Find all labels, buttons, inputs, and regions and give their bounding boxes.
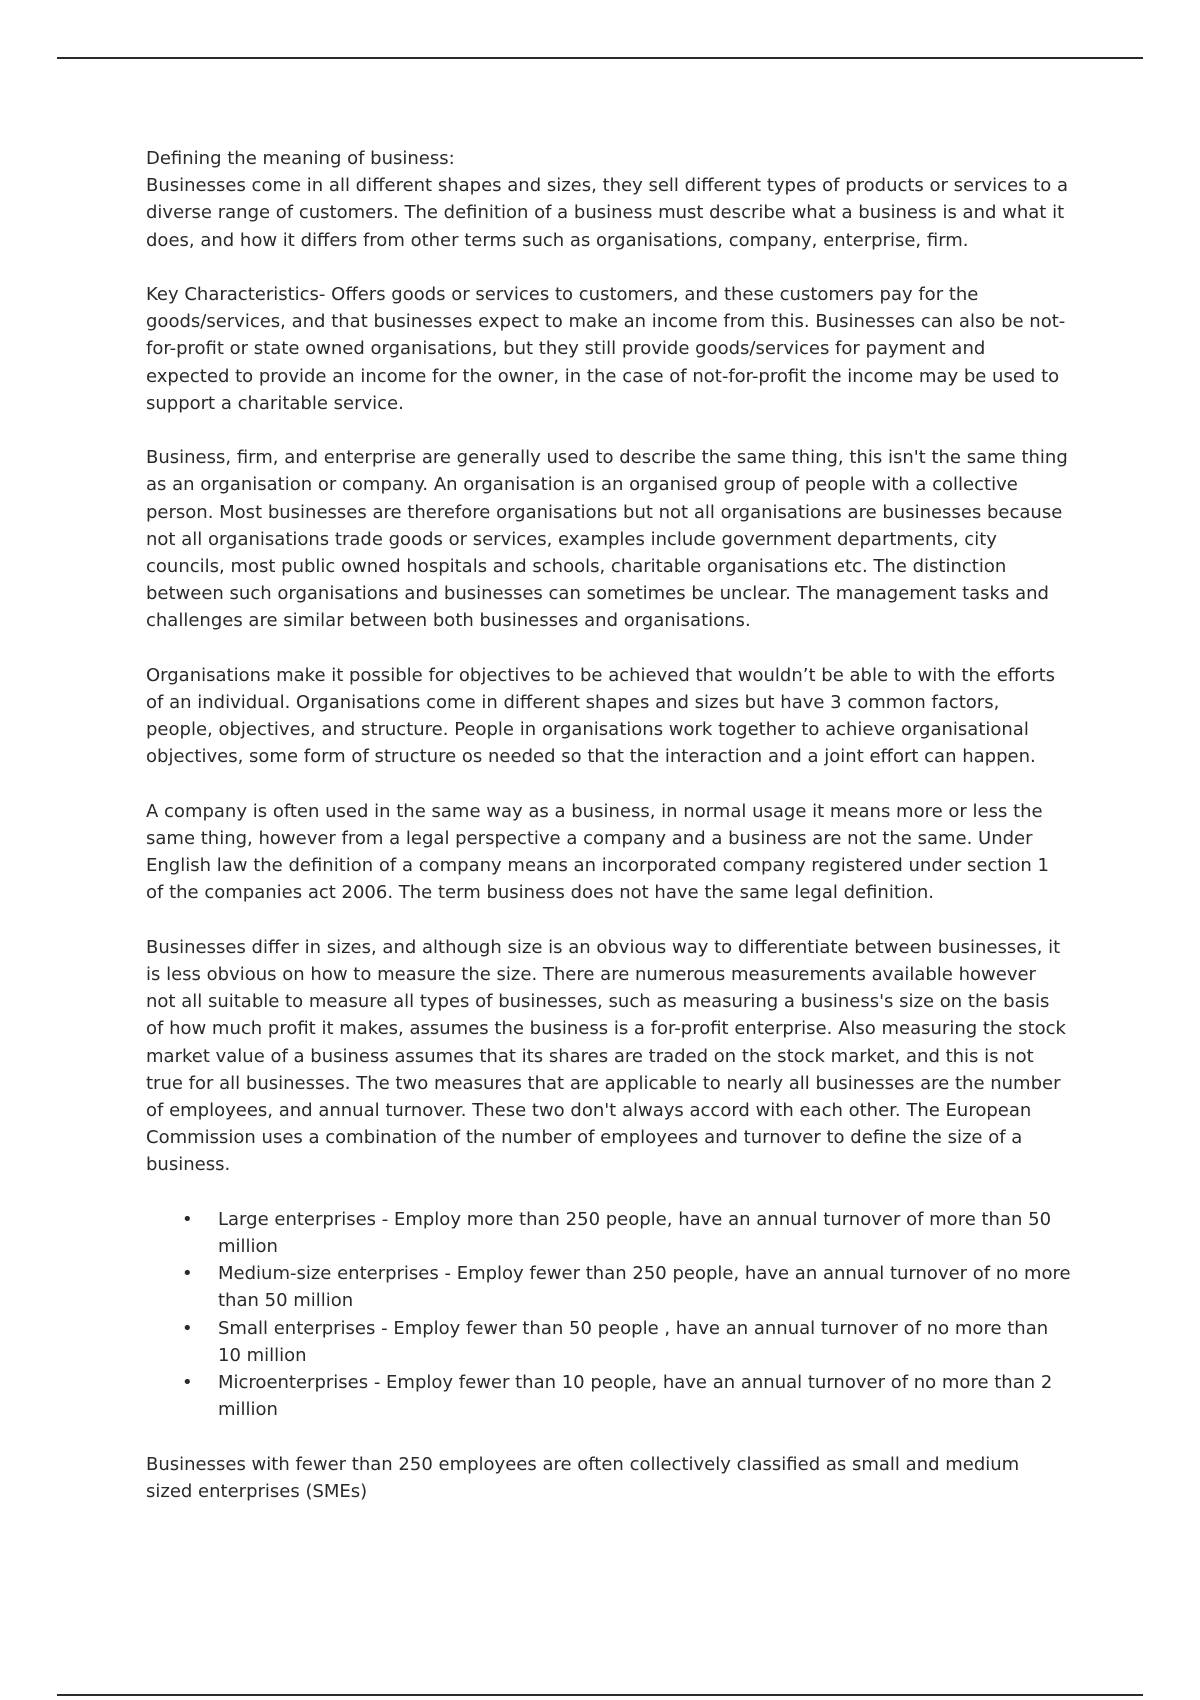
bullet-icon: • (182, 1317, 193, 1339)
list-item-text: Large enterprises - Employ more than 250 people, have an annual turnover of more than 50 million (218, 1208, 1052, 1258)
bullet-icon: • (182, 1208, 193, 1230)
list-item (146, 1315, 1071, 1369)
document-title: Defining the meaning of business: (146, 148, 455, 169)
list-item (146, 1260, 1071, 1314)
paragraph-key-characteristics: Key Characteristics- Offers goods or services to customers, and these customers pay for the goods/services, and that businesses expect to make an income from this. Businesses can also be not-for-profit or state owned organisations, but they still provide goods/services for payment and expected to provide an income for the owner, in the case of not-for-profit the income may be used to support a charitable service. (146, 284, 1066, 414)
bullet-icon: • (182, 1372, 193, 1394)
enterprise-size-list (146, 1206, 1071, 1424)
footer-rule (57, 1694, 1143, 1696)
paragraph-organisations: Organisations make it possible for objectives to be achieved that wouldn’t be able to with the efforts of an individual. Organisations come in different shapes and sizes but have 3 common factors, people, objectives, and structure. People in organisations work together to achieve organisational objectives, some form of structure os needed so that the interaction and a joint effort can happen. (146, 664, 1056, 768)
list-item-text: Medium-size enterprises - Employ fewer than 250 people, have an annual turnover of no more than 50 million (218, 1263, 1071, 1312)
list-item (146, 1206, 1071, 1260)
paragraph-business-size: Businesses differ in sizes, and although size is an obvious way to differentiate between businesses, it is less obvious on how to measure the size. There are numerous measurements available however not all suitable to measure all types of businesses, such as measuring a business's size on the basis of how much profit it makes, assumes the business is a for-profit enterprise. Also measuring the stock market value of a business assumes that its shares are traded on the stock market, and this is not true for all businesses. The two measures that are applicable to nearly all businesses are the number of employees, and annual turnover. These two don't always accord with each other. The European Commission uses a combination of the number of employees and turnover to define the size of a business. (146, 936, 1066, 1176)
document-body (146, 145, 1071, 1532)
list-item-text: Small enterprises - Employ fewer than 50 people , have an annual turnover of no more than 10 million (218, 1317, 1049, 1366)
header-rule (57, 57, 1143, 59)
list-item (146, 1369, 1071, 1423)
paragraph-intro: Businesses come in all different shapes and sizes, they sell different types of products or services to a diverse range of customers. The definition of a business must describe what a business is and what it does, and how it differs from other terms such as organisations, company, enterprise, firm. (146, 175, 1069, 251)
paragraph-business-vs-organisation: Business, firm, and enterprise are generally used to describe the same thing, this isn't the same thing as an organisation or company. An organisation is an organised group of people with a collective person. Most businesses are therefore organisations but not all organisations are businesses because not all organisations trade goods or services, examples include government departments, city councils, most public owned hospitals and schools, charitable organisations etc. The distinction between such organisations and businesses can sometimes be unclear. The management tasks and challenges are similar between both businesses and organisations. (146, 447, 1068, 632)
list-item-text: Microenterprises - Employ fewer than 10 people, have an annual turnover of no more than 2 million (218, 1372, 1053, 1421)
bullet-icon: • (182, 1263, 193, 1285)
paragraph-company: A company is often used in the same way as a business, in normal usage it means more or less the same thing, however from a legal perspective a company and a business are not the same. Under English law the definition of a company means an incorporated company registered under section 1 of the companies act 2006. The term business does not have the same legal definition. (146, 800, 1049, 904)
paragraph-smes: Businesses with fewer than 250 employees are often collectively classified as small and medium sized enterprises (SMEs) (146, 1453, 1020, 1502)
